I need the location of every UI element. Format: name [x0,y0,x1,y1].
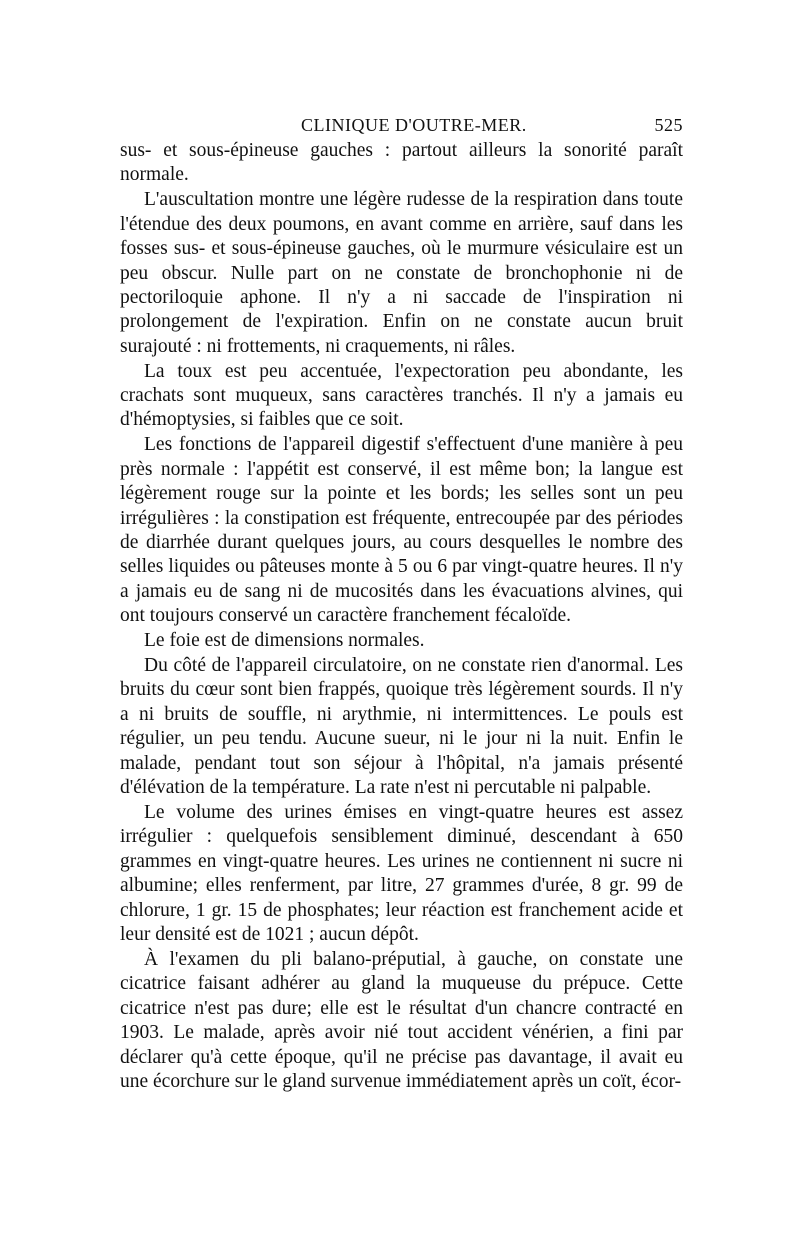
paragraph-urine: Le volume des urines émises en vingt-quatre heures est assez irrégulier : quelquefois sensiblement diminué, descendant à 650 grammes en vingt-quatre heures. Les urines ne contiennent ni sucre ni albumine; elles renferment, par litre, 27 grammes d'urée, 8 gr. 99 de chlorure, 1 gr. 15 de phosphates; leur réaction est franchement acide et leur densité est de 1021 ; aucun dépôt. [120,801,683,945]
paragraph-continuation: sus- et sous-épineuse gauches : partout ailleurs la sonorité paraît normale. [120,140,683,186]
paragraph-liver: Le foie est de dimensions normales. [144,630,425,652]
body-text [120,139,683,1094]
book-page [120,105,683,1094]
page-number: 525 [654,115,683,135]
paragraph-digestive: Les fonctions de l'appareil digestif s'effectuent d'une manière à peu près normale : l'appétit est conservé, il est même bon; la langue est légèrement rouge sur la pointe et les bords; les selles sont un peu irrégulières : la constipation est fréquente, entrecoupée par des périodes de diarrhée durant quelques jours, au cours desquelles le nombre des selles liquides ou pâteuses monte à 5 ou 6 par vingt-quatre heures. Il n'y a jamais eu de sang ni de mucosités dans les évacuations alvines, qui ont toujours conservé un caractère franchement fécaloïde. [120,434,683,627]
paragraph-auscultation: L'auscultation montre une légère rudesse de la respiration dans toute l'étendue des deux poumons, en avant comme en arrière, sauf dans les fosses sus- et sous-épineuse gauches, où le murmure vésiculaire est un peu obscur. Nulle part on ne constate de bronchophonie ni de pectoriloquie aphone. Il n'y a ni saccade de l'inspiration ni prolongement de l'expiration. Enfin on ne constate aucun bruit surajouté : ni frottements, ni craquements, ni râles. [120,189,683,357]
paragraph-circulatory: Du côté de l'appareil circulatoire, on ne constate rien d'anormal. Les bruits du cœur sont bien frappés, quoique très légèrement sourds. Il n'y a ni bruits de souffle, ni arythmie, ni intermittences. Le pouls est régulier, un peu tendu. Aucune sueur, ni le jour ni la nuit. Enfin le malade, pendant tout son séjour à l'hôpital, n'a jamais présenté d'élévation de la température. La rate n'est ni percutable ni palpable. [120,655,683,799]
paragraph-examination: À l'examen du pli balano-préputial, à gauche, on constate une cicatrice faisant adhérer au gland la muqueuse du prépuce. Cette cicatrice n'est pas dure; elle est le résultat d'un chancre contracté en 1903. Le malade, après avoir nié tout accident vénérien, a fini par déclarer qu'à cette époque, qu'il ne précise pas davantage, il avait eu une écorchure sur le gland survenue immédiatement après un coït, écor- [120,948,683,1092]
running-head [120,105,683,139]
paragraph-cough: La toux est peu accentuée, l'expectoration peu abondante, les crachats sont muqueux, sans caractères tranchés. Il n'y a jamais eu d'hémoptysies, si faibles que ce soit. [120,360,683,431]
running-title: CLINIQUE D'OUTRE-MER. [301,115,527,135]
